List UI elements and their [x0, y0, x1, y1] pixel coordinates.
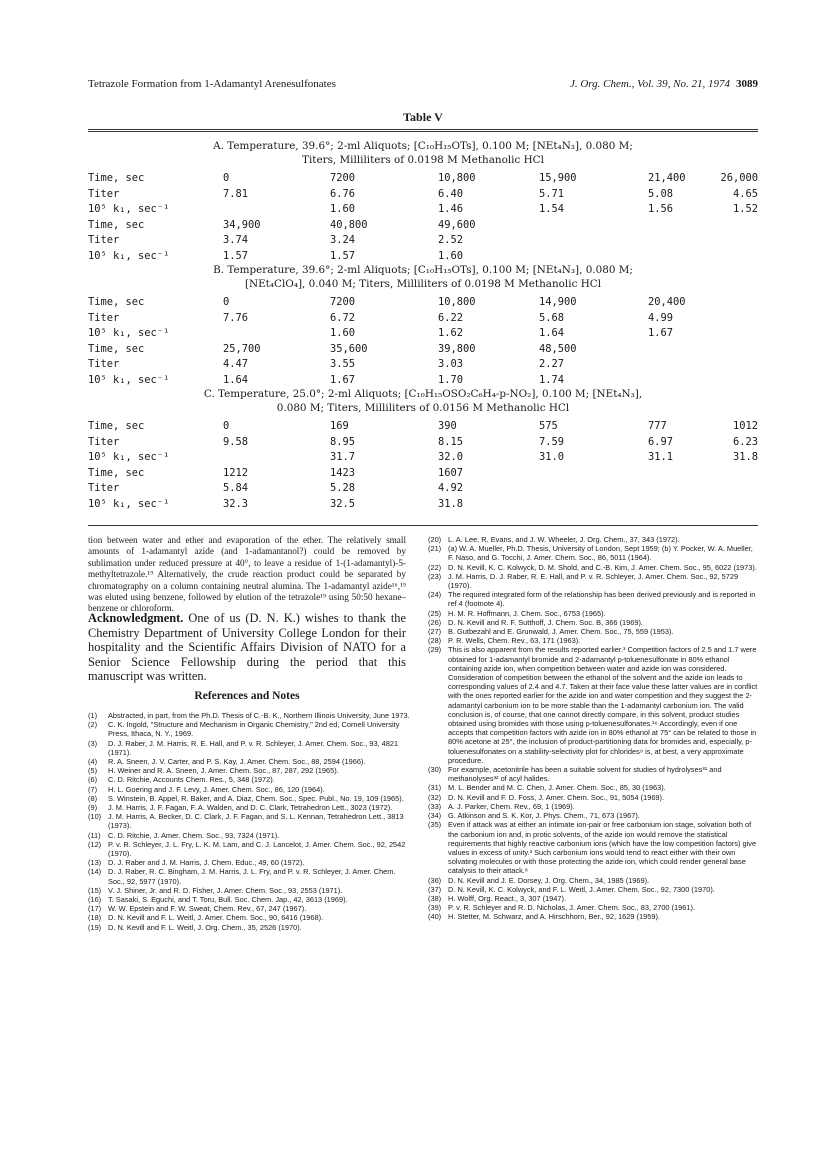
table-cell: 4.99 [648, 311, 674, 324]
reference-text: D. N. Kevill and F. L. Weitl, J. Org. Chem., 35, 2526 (1970). [108, 922, 302, 932]
table-cell: 5.28 [330, 482, 356, 495]
reference-text: T. Sasaki, S. Eguchi, and T. Toru, Bull. Soc. Chem. Jap., 42, 3613 (1969). [108, 895, 348, 905]
reference-text: G. Atkinson and S. K. Kor, J. Phys. Chem., 71, 673 (1967). [448, 811, 640, 821]
table-cell: 1.57 [330, 250, 356, 262]
table-title: Table V [403, 110, 443, 124]
row-label: Titer [88, 187, 120, 200]
table-cell: 0 [223, 420, 230, 432]
table-cell: 49,600 [438, 218, 476, 231]
table-cell: 1.64 [223, 374, 249, 386]
reference-text: P. R. Wells, Chem. Rev., 63, 171 (1963). [448, 636, 581, 646]
table-row [88, 374, 758, 387]
table-row [88, 343, 758, 356]
table-cell: 31.1 [648, 451, 674, 464]
table-cell: 6.40 [438, 187, 464, 200]
reference-entry [88, 812, 410, 830]
reference-number: (33) [428, 801, 442, 811]
reference-text: B. Gutbezahl and E. Grunwald, J. Amer. Chem. Soc., 75, 559 (1953). [448, 627, 674, 637]
reference-entry [88, 831, 410, 840]
reference-entry [88, 886, 410, 895]
reference-number: (11) [88, 830, 101, 840]
table-cell: 32.0 [438, 451, 464, 464]
reference-entry [88, 895, 410, 904]
table-cell: 575 [539, 420, 558, 432]
reference-entry [88, 766, 410, 775]
table-cell: 7200 [330, 296, 356, 308]
reference-entry [88, 785, 410, 794]
table-cell: 1.54 [539, 203, 565, 216]
reference-number: (21) [428, 544, 442, 554]
reference-number: (17) [88, 904, 102, 914]
row-label: 10⁵ k₁, sec⁻¹ [88, 498, 170, 510]
reference-text: D. J. Raber, J. M. Harris, R. E. Hall, and P. v. R. Schleyer, J. Amer. Chem. Soc., 93, 4821 (1971). [108, 738, 399, 757]
reference-number: (5) [88, 766, 98, 776]
table-cell: 48,500 [539, 342, 577, 355]
acknowledgment-text: One of us (D. N. K.) wishes to thank the Chemistry Department of University College London for their hospitality and the Scientific Affairs Division of NATO for a Senior Science Fellowship during the period that this manuscript was written. [88, 611, 406, 683]
row-label: Titer [88, 234, 120, 247]
reference-entry [428, 609, 758, 618]
table-top-rule-2 [88, 131, 758, 132]
row-label: Time, sec [88, 172, 145, 184]
table-cell: 1.70 [438, 374, 464, 386]
table-cell: 5.71 [539, 187, 565, 200]
reference-text: H. Stetter, M. Schwarz, and A. Hirschhorn, Ber., 92, 1629 (1959). [448, 912, 660, 922]
reference-number: (12) [88, 839, 102, 849]
table-cell: 15,900 [539, 172, 577, 184]
table-cell: 4.92 [438, 482, 464, 495]
table-cell: 6.76 [330, 187, 356, 200]
table-condition-line: B. Temperature, 39.6°; 2-ml Aliquots; [C₁₀H₁₅OTs], 0.100 M; [NEt₄N₃], 0.080 M; [213, 264, 633, 276]
reference-number: (40) [428, 912, 442, 922]
reference-number: (19) [88, 922, 102, 932]
table-bottom-rule [88, 525, 758, 526]
reference-number: (31) [428, 783, 442, 793]
reference-entry [88, 867, 410, 885]
reference-text: P. v. R. Schleyer, J. L. Fry, L. K. M. Lam, and C. J. Lancelot, J. Amer. Chem. Soc., 92, 2542 (1970). [108, 839, 406, 859]
reference-number: (15) [88, 885, 102, 895]
table-cell: 1.64 [539, 327, 565, 340]
table-cell: 32.5 [330, 498, 356, 510]
table-cell: 777 [648, 420, 667, 432]
table-condition-line: 0.080 M; Titers, Milliliters of 0.0156 M Methanolic HCl [276, 402, 570, 414]
reference-entry [428, 876, 758, 885]
reference-text: R. A. Sneen, J. V. Carter, and P. S. Kay, J. Amer. Chem. Soc., 88, 2594 (1966). [108, 757, 366, 767]
reference-number: (32) [428, 792, 442, 802]
table-cell: 34,900 [223, 218, 261, 231]
reference-number: (9) [88, 803, 98, 813]
reference-text: C. K. Ingold, "Structure and Mechanism in Organic Chemistry," 2nd ed, Cornell University Press, Ithaca, N. Y., 1969. [108, 720, 400, 739]
table-cell: 7.59 [539, 435, 565, 448]
table-cell: 1.56 [648, 203, 674, 216]
reference-number: (20) [428, 535, 442, 544]
reference-text: Abstracted, in part, from the Ph.D. Thesis of C.-B. K., Northern Illinois University, June 1973. [108, 711, 410, 720]
reference-number: (2) [88, 720, 98, 730]
reference-text: H. L. Goering and J. F. Levy, J. Amer. Chem. Soc., 86, 120 (1964). [108, 784, 325, 794]
reference-number: (30) [428, 765, 442, 775]
table-cell: 26,000 [720, 172, 758, 184]
row-label: Time, sec [88, 342, 145, 355]
reference-text: C. D. Ritchie, Accounts Chem. Res., 5, 348 (1972). [108, 775, 275, 785]
reference-entry [88, 775, 410, 784]
reference-number: (36) [428, 875, 442, 885]
row-label: Time, sec [88, 466, 145, 479]
reference-number: (8) [88, 793, 98, 803]
row-label: 10⁵ k₁, sec⁻¹ [88, 327, 170, 340]
table-condition-line: C. Temperature, 25.0°; 2-ml Aliquots; [C₁₀H₁₅OSO₂C₆H₄-p-NO₂], 0.100 M; [NEt₄N₃], [203, 388, 643, 400]
row-label: Time, sec [88, 218, 145, 231]
table-cell: 1607 [438, 466, 464, 479]
reference-number: (23) [428, 571, 442, 581]
table-row [88, 436, 758, 449]
row-label: Time, sec [88, 296, 145, 308]
references-right-column [428, 535, 758, 922]
table-row [88, 467, 758, 480]
reference-entry [428, 535, 758, 544]
reference-entry [88, 739, 410, 757]
row-label: Titer [88, 358, 120, 371]
table-row [88, 234, 758, 247]
row-label: 10⁵ k₁, sec⁻¹ [88, 250, 170, 262]
table-cell: 2.52 [438, 234, 464, 247]
table-cell: 31.8 [732, 451, 758, 464]
reference-text: D. J. Raber and J. M. Harris, J. Chem. Educ., 49, 60 (1972). [108, 858, 305, 868]
reference-entry [88, 794, 410, 803]
table-cell: 32.3 [223, 498, 249, 510]
table-cell: 9.58 [223, 435, 249, 448]
table-cell: 0 [223, 172, 230, 184]
reference-text: D. N. Kevill, K. C. Kolwyck, D. M. Shold, and C.-B. Kim, J. Amer. Chem. Soc., 95, 6022 (1973). [448, 562, 757, 572]
table-cell: 1.46 [438, 203, 464, 216]
reference-text: C. D. Ritchie, J. Amer. Chem. Soc., 93, 7324 (1971). [108, 830, 280, 840]
reference-entry [428, 572, 758, 590]
acknowledgment-heading: Acknowledgment. [88, 611, 184, 625]
reference-number: (1) [88, 711, 98, 720]
reference-entry [88, 923, 410, 932]
reference-entry [428, 793, 758, 802]
reference-text: V. J. Shiner, Jr. and R. D. Fisher, J. Amer. Chem. Soc., 93, 2553 (1971). [108, 885, 343, 895]
table-row [88, 451, 758, 464]
reference-entry [428, 563, 758, 572]
reference-text: A. J. Parker, Chem. Rev., 69, 1 (1969). [448, 801, 575, 811]
table-row [88, 358, 758, 371]
reference-entry [428, 783, 758, 792]
reference-entry [428, 894, 758, 903]
reference-text: D. N. Kevill and F. L. Weitl, J. Amer. Chem. Soc., 90, 6416 (1968). [108, 913, 324, 923]
table-cell: 1.74 [539, 374, 565, 386]
reference-entry [88, 757, 410, 766]
journal-name: J. Org. Chem., Vol. 39, No. 21, 1974 [569, 78, 730, 90]
reference-number: (4) [88, 757, 98, 767]
reference-text: D. J. Raber, R. C. Bingham, J. M. Harris, J. L. Fry, and P. v. R. Schleyer, J. Amer. Chem. Soc., 92, 5977 (1970). [108, 867, 396, 886]
table-cell: 7.76 [223, 311, 249, 324]
table-condition-line: A. Temperature, 39.6°; 2-ml Aliquots; [C₁₀H₁₅OTs], 0.100 M; [NEt₄N₃], 0.080 M; [213, 140, 633, 152]
table-cell: 6.22 [438, 311, 464, 324]
reference-number: (22) [428, 562, 442, 572]
reference-text: D. N. Kevill and R. F. Sutthoff, J. Chem. Soc. B, 366 (1969). [448, 617, 643, 627]
reference-text: The required integrated form of the relationship has been derived previously and is reported in ref 4 (footnote 4). [448, 590, 756, 609]
reference-number: (34) [428, 811, 442, 821]
reference-entry [88, 840, 410, 858]
table-cell: 3.74 [223, 234, 249, 247]
reference-entry [88, 858, 410, 867]
table-cell: 10,800 [438, 296, 476, 308]
table-cell: 390 [438, 420, 457, 432]
reference-entry [88, 904, 410, 913]
table-row [88, 327, 758, 340]
table-cell: 31.0 [539, 451, 565, 464]
reference-entry [88, 913, 410, 922]
table-row [88, 498, 758, 511]
table-cell: 4.47 [223, 358, 249, 371]
reference-number: (14) [88, 867, 102, 877]
reference-text: W. W. Epstein and F. W. Sweat, Chem. Rev., 67, 247 (1967). [108, 904, 307, 914]
row-label: Time, sec [88, 420, 145, 432]
row-label: 10⁵ k₁, sec⁻¹ [88, 203, 170, 216]
table-cell: 169 [330, 420, 349, 432]
table-row [88, 296, 758, 309]
reference-number: (18) [88, 913, 102, 923]
table-row [88, 250, 758, 263]
reference-text: D. N. Kevill and F. D. Foss, J. Amer. Chem. Soc., 91, 5054 (1969). [448, 792, 665, 802]
row-label: Titer [88, 435, 120, 448]
table-row [88, 420, 758, 433]
table-cell: 1.57 [223, 250, 249, 262]
table-cell: 1.60 [330, 327, 356, 340]
table-row [88, 188, 758, 201]
table-cell: 1.67 [330, 374, 356, 386]
reference-text: This is also apparent from the results reported earlier.³ Competition factors of 2.5 and 1.7 were obtained for 1-adamantyl bromide and 2-adamantyl p-toluenesulfonate in 80% ethanol containing azide ion, when competition between water and azide ion was considered. Consideration of competition between the ethanol of the solvent and the azide ion leads to corresponding values of 2.4 and 4.7. Taken at their face value these latter values are in conflict with the ones reported earlier for the azide ion and water competition and they suggest the 2-adamantyl carbonium ion to be more stable than the 1-adamantyl carbonium ion. The valid conclusion is, of course, that one cannot directly compare, in this solvent, product studies obtained using bromides with those using p-toluenesulfonates.¹⁶ Accordingly, even if one accepts that competition factors with azide ion in 80% ethanol at 75° can be related to those in 80% acetone at 25°, the inclusion of product-partitioning data for bromides and, especially, p-toluenesulfonates on a stability-selectivity plot for chlorides⁹ is, at best, a very approximate procedure. [448, 645, 758, 765]
reference-entry [428, 544, 758, 562]
references-left-column [88, 711, 410, 932]
table-row [88, 172, 758, 185]
table-cell: 2.27 [539, 358, 565, 371]
table-cell: 1012 [732, 420, 758, 432]
reference-entry [428, 627, 758, 636]
reference-number: (38) [428, 893, 442, 903]
table-cell: 1.60 [330, 203, 356, 216]
row-label: Titer [88, 311, 120, 324]
reference-number: (29) [428, 645, 442, 655]
reference-entry [428, 802, 758, 811]
table-cell: 35,600 [330, 342, 368, 355]
reference-entry [428, 820, 758, 875]
body-paragraph: tion between water and ether and evaporation of the ether. The relatively small amounts of 1-adamantyl azide (and 1-adamantanol?) could be removed by sublimation under reduced pressure at 40°, to leave a residue of 1-(1-adamantyl)-5-methyltetrazole.¹⁹ Alternatively, the crude reaction product could be separated by chromatography on a column containing neutral alumina. The 1-adamantyl azide¹⁶,¹⁹ was eluted using benzene, followed by elution of the tetrazole¹⁹ using 50:50 hexane–benzene or chloroform. [88, 535, 406, 614]
reference-number: (39) [428, 903, 442, 913]
reference-entry [88, 803, 410, 812]
reference-text: M. L. Bender and M. C. Chen, J. Amer. Chem. Soc., 85, 30 (1963). [448, 783, 666, 793]
reference-number: (28) [428, 636, 442, 646]
table-cell: 6.23 [732, 435, 758, 448]
reference-text: Even if attack was at either an intimate ion-pair or free carbonium ion stage, solvation both of the carbonium ion and, in protic solvents, of the azide ion would remove the statistical requirements that highly reactive carbonium ions (which have the low competition factors) give values in excess of unity.³ Such carbonium ions would tend to react either with their own solvating molecules or with those protecting the azide ion, which could render general base catalysis to their attack.⁸ [448, 820, 757, 876]
reference-text: S. Winstein, B. Appel, R. Baker, and A. Diaz, Chem. Soc., Spec. Publ., No. 19, 109 (1965). [108, 793, 404, 803]
table-top-rule [88, 129, 758, 130]
table-cell: 20,400 [648, 296, 686, 308]
table-cell: 8.15 [438, 435, 464, 448]
reference-text: D. N. Kevill and J. E. Dorsey, J. Org. Chem., 34, 1985 (1969). [448, 875, 650, 885]
running-title: Tetrazole Formation from 1-Adamantyl Arenesulfonates [88, 78, 336, 90]
table-cell: 3.03 [438, 358, 464, 371]
table-cell: 14,900 [539, 296, 577, 308]
reference-entry [88, 720, 410, 738]
journal-citation [570, 78, 758, 90]
page-number: 3089 [736, 78, 758, 90]
table-cell: 5.68 [539, 311, 565, 324]
reference-entry [428, 618, 758, 627]
table-cell: 40,800 [330, 218, 368, 231]
reference-text: J. M. Harris, D. J. Raber, R. E. Hall, and P. v. R. Schleyer, J. Amer. Chem. Soc., 92, 5729 (1970). [448, 571, 739, 591]
reference-text: H. M. R. Hoffmann, J. Chem. Soc., 6753 (1965). [448, 608, 606, 618]
table-cell: 31.7 [330, 451, 356, 464]
table-row [88, 219, 758, 232]
reference-entry [428, 645, 758, 765]
table-condition-line: Titers, Milliliters of 0.0198 M Methanolic HCl [302, 154, 544, 166]
row-label: 10⁵ k₁, sec⁻¹ [88, 374, 170, 386]
table-cell: 39,800 [438, 342, 476, 355]
table-cell: 3.55 [330, 358, 356, 371]
reference-text: H. Weiner and R. A. Sneen, J. Amer. Chem. Soc., 87, 287, 292 (1965). [108, 766, 339, 776]
reference-number: (37) [428, 884, 442, 894]
reference-number: (24) [428, 590, 442, 600]
table-row [88, 482, 758, 495]
acknowledgment [88, 611, 406, 684]
table-cell: 7200 [330, 172, 356, 184]
reference-number: (16) [88, 895, 102, 905]
reference-number: (13) [88, 858, 102, 868]
table-cell: 1.52 [732, 203, 758, 216]
table-cell: 4.65 [732, 187, 758, 200]
reference-text: For example, acetonitrile has been a suitable solvent for studies of hydrolyses³¹ and methanolyses³² of acyl halides. [448, 765, 722, 784]
reference-number: (26) [428, 617, 442, 627]
reference-text: J. M. Harris, J. F. Fagan, F. A. Walden, and D. C. Clark, Tetrahedron Lett., 3023 (1972). [108, 803, 393, 813]
reference-number: (3) [88, 738, 98, 748]
table-cell: 7.81 [223, 187, 249, 200]
table-cell: 1.62 [438, 327, 464, 340]
reference-number: (6) [88, 775, 98, 785]
reference-text: P. v. R. Schleyer and R. D. Nicholas, J. Amer. Chem. Soc., 83, 2700 (1961). [448, 903, 696, 913]
journal-page [88, 0, 758, 1171]
references-heading: References and Notes [194, 690, 300, 702]
table-cell: 1423 [330, 466, 356, 479]
table-cell: 3.24 [330, 234, 356, 247]
table-row [88, 203, 758, 216]
reference-text: H. Wolff, Org. React., 3, 307 (1947). [448, 893, 567, 903]
table-cell: 21,400 [648, 172, 686, 184]
reference-text: (a) W. A. Mueller, Ph.D. Thesis, University of London, Sept 1959; (b) Y. Pocker, W. A. Mueller, F. Naso, and G. Tocchi, J. Amer. Chem. Soc., 86, 5011 (1964). [448, 544, 753, 563]
table-row [88, 312, 758, 325]
table-cell: 8.95 [330, 435, 356, 448]
reference-text: D. N. Kevill, K. C. Kolwyck, and F. L. Weitl, J. Amer. Chem. Soc., 92, 7300 (1970). [448, 884, 715, 894]
row-label: Titer [88, 482, 120, 495]
table-cell: 1.60 [438, 250, 464, 262]
reference-entry [88, 711, 410, 720]
reference-entry [428, 811, 758, 820]
reference-number: (7) [88, 784, 98, 794]
reference-text: L. A. Lee, R. Evans, and J. W. Wheeler, J. Org. Chem., 37, 343 (1972). [448, 535, 680, 544]
reference-entry [428, 903, 758, 912]
reference-number: (27) [428, 627, 442, 637]
reference-entry [428, 590, 758, 608]
table-cell: 31.8 [438, 498, 464, 510]
reference-entry [428, 765, 758, 783]
reference-text: J. M. Harris, A. Becker, D. C. Clark, J. F. Fagan, and S. L. Kennan, Tetrahedron Lett., 3813 (1973). [108, 812, 404, 831]
table-cell: 1.67 [648, 327, 674, 340]
table-condition-line: [NEt₄ClO₄], 0.040 M; Titers, Milliliters of 0.0198 M Methanolic HCl [244, 278, 602, 290]
table-cell: 10,800 [438, 172, 476, 184]
reference-number: (25) [428, 608, 442, 618]
table-cell: 5.08 [648, 187, 674, 200]
reference-number: (10) [88, 812, 102, 822]
table-cell: 25,700 [223, 342, 261, 355]
table-cell: 1212 [223, 466, 249, 479]
reference-entry [428, 885, 758, 894]
reference-entry [428, 636, 758, 645]
row-label: 10⁵ k₁, sec⁻¹ [88, 451, 170, 464]
reference-entry [428, 912, 758, 921]
table-cell: 0 [223, 296, 230, 308]
table-cell: 6.72 [330, 311, 356, 324]
table-cell: 6.97 [648, 435, 674, 448]
table-cell: 5.84 [223, 482, 249, 495]
reference-number: (35) [428, 820, 442, 830]
